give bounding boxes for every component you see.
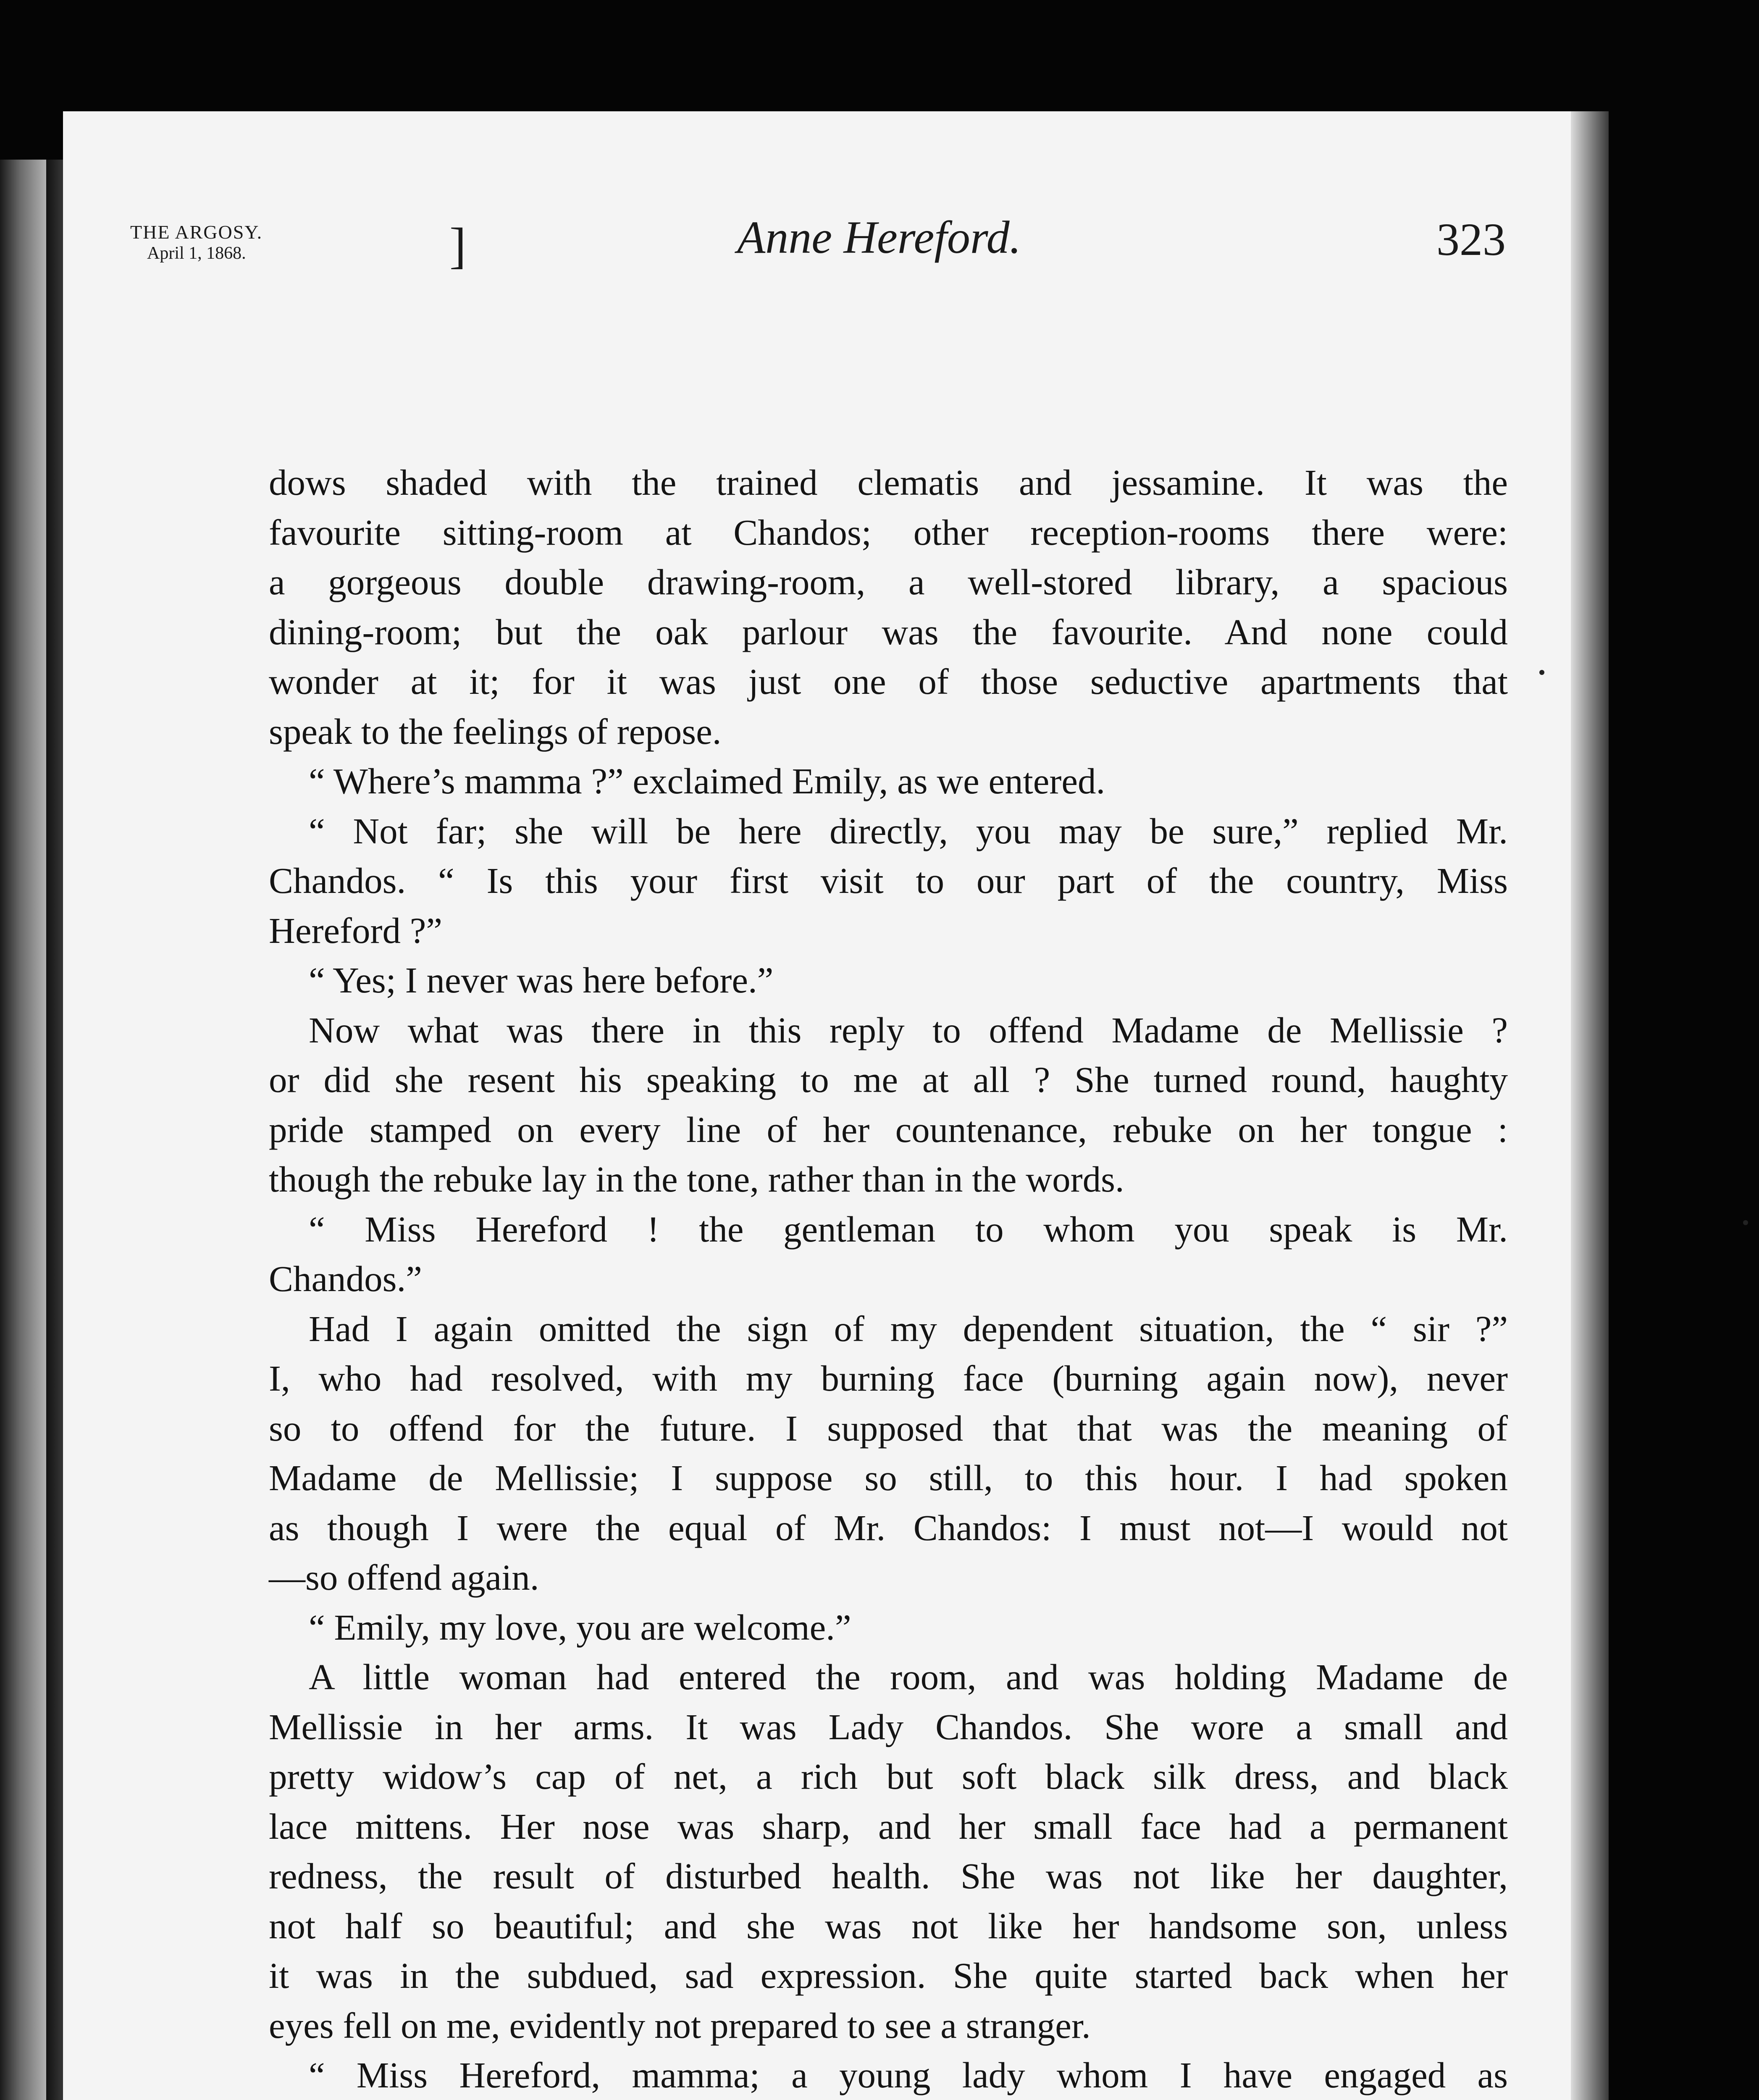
text-line: redness, the result of disturbed health. She was not like her daughter, bbox=[269, 1856, 1508, 1896]
text-line: it was in the subdued, sad expression. She quite started back when her bbox=[269, 1955, 1508, 1996]
text-line: dining-room; but the oak parlour was the favourite. And none could bbox=[269, 611, 1508, 652]
text-line: —so offend again. bbox=[269, 1557, 539, 1598]
text-line: A little woman had entered the room, and was holding Madame de bbox=[309, 1656, 1508, 1697]
journal-citation bbox=[130, 223, 263, 262]
text-line: as though I were the equal of Mr. Chandos: I must not—I would not bbox=[269, 1507, 1508, 1548]
text-line: eyes fell on me, evidently not prepared to see a stranger. bbox=[269, 2005, 1091, 2046]
text-line: though the rebuke lay in the tone, rather than in the words. bbox=[269, 1159, 1124, 1200]
text-line: Madame de Mellissie; I suppose so still, to this hour. I had spoken bbox=[269, 1457, 1508, 1498]
text-line: wonder at it; for it was just one of those seductive apartments that bbox=[269, 661, 1508, 702]
text-line: pride stamped on every line of her countenance, rebuke on her tongue : bbox=[269, 1109, 1508, 1150]
scan-speck bbox=[1539, 670, 1544, 675]
text-line: dows shaded with the trained clematis and jessamine. It was the bbox=[269, 462, 1508, 503]
text-line: speak to the feelings of repose. bbox=[269, 711, 722, 752]
text-line: or did she resent his speaking to me at all ? She turned round, haughty bbox=[269, 1059, 1508, 1100]
citation-bracket: ] bbox=[449, 218, 466, 273]
text-line: I, who had resolved, with my burning face (burning again now), never bbox=[269, 1358, 1508, 1399]
text-line: “ Yes; I never was here before.” bbox=[309, 960, 774, 1000]
text-line: “ Miss Hereford, mamma; a young lady whom I have engaged as bbox=[309, 2055, 1508, 2095]
journal-name: THE ARGOSY. bbox=[130, 221, 263, 243]
previous-page-edge bbox=[0, 160, 50, 2100]
running-title: Anne Hereford. bbox=[737, 212, 1021, 263]
text-line: so to offend for the future. I supposed that that was the meaning of bbox=[269, 1407, 1508, 1449]
text-line: lace mittens. Her nose was sharp, and her small face had a permanent bbox=[269, 1806, 1508, 1847]
text-line: not half so beautiful; and she was not like her handsome son, unless bbox=[269, 1905, 1508, 1946]
text-line: pretty widow’s cap of net, a rich but soft black silk dress, and black bbox=[269, 1756, 1508, 1797]
body-text bbox=[269, 458, 1508, 2100]
text-line: “ Not far; she will be here directly, you may be sure,” replied Mr. bbox=[309, 810, 1508, 851]
journal-date: April 1, 1868. bbox=[147, 244, 246, 263]
text-line: a gorgeous double drawing-room, a well-stored library, a spacious bbox=[269, 562, 1508, 602]
text-line: Mellissie in her arms. It was Lady Chandos. She wore a small and bbox=[269, 1706, 1508, 1747]
page-number: 323 bbox=[1436, 214, 1506, 265]
text-line: Chandos. “ Is this your first visit to our part of the country, Miss bbox=[269, 860, 1508, 901]
text-line: “ Miss Hereford ! the gentleman to whom you speak is Mr. bbox=[309, 1208, 1508, 1250]
scan-speck bbox=[1743, 1220, 1748, 1225]
text-line: “ Where’s mamma ?” exclaimed Emily, as we entered. bbox=[309, 761, 1105, 801]
text-line: Had I again omitted the sign of my dependent situation, the “ sir ?” bbox=[309, 1308, 1508, 1349]
page-stack-edge bbox=[1571, 111, 1609, 2100]
text-line: Chandos.” bbox=[269, 1258, 422, 1299]
text-line: favourite sitting-room at Chandos; other reception-rooms there were: bbox=[269, 512, 1508, 553]
text-line: “ Emily, my love, you are welcome.” bbox=[309, 1606, 851, 1648]
text-line: Now what was there in this reply to offend Madame de Mellissie ? bbox=[309, 1009, 1508, 1050]
text-line: Hereford ?” bbox=[269, 910, 442, 951]
book-page bbox=[63, 111, 1571, 2100]
